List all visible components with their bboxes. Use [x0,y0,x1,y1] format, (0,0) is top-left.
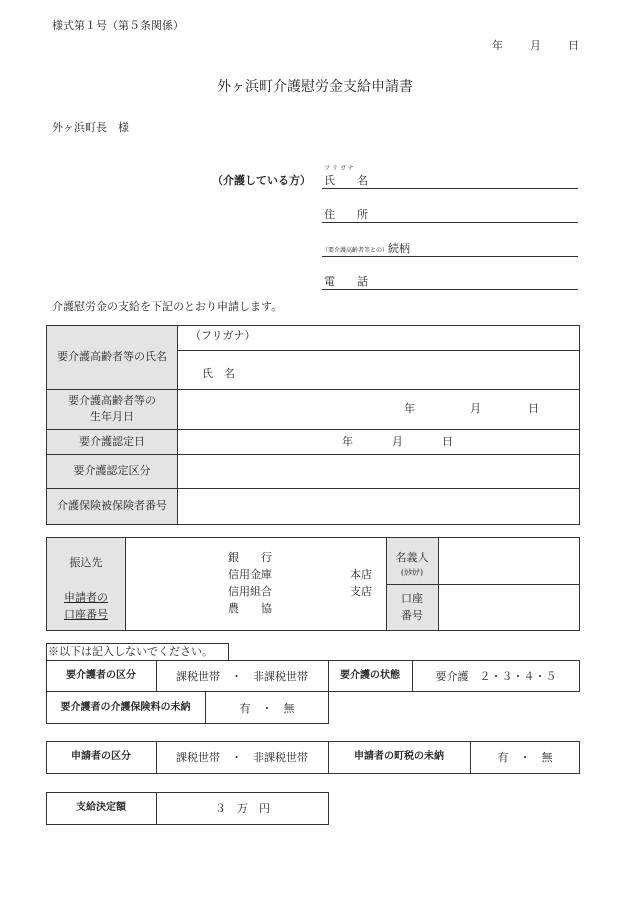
transfer-label: 振込先 [69,556,103,569]
address-label: 住 所 [324,208,368,221]
holder-kana-label: (ｶﾀｶﾅ) [400,568,424,577]
amount-label: 支給決定額 [76,802,126,813]
office-note: ※以下は記入しないでください。 [48,645,213,658]
elderly-name-cell[interactable]: 氏 名 [202,367,235,380]
insurance-number-label: 介護保険被保険者番号 [57,499,167,512]
applicant-tax-class: 課税世帯 ・ 非課税世帯 [176,751,308,764]
birth-label-2: 生年月日 [90,410,134,423]
page-title: 外ヶ浜町介護慰労金支給申請書 [217,79,413,95]
birth-year[interactable]: 年 [404,402,415,415]
relation-note: （要介護高齢者等との） [322,247,389,254]
shinkin-option[interactable]: 信用金庫 [228,568,272,581]
elderly-furigana-cell[interactable]: （フリガナ） [190,329,256,342]
address-field-line[interactable] [322,222,578,223]
account-label-2: 口座番号 [64,608,108,621]
account-label-1: 申請者の [64,591,108,604]
caretaker-tax-class: 課税世帯 ・ 非課税世帯 [176,670,308,683]
unpaid-insurance-value: 有 ・ 無 [239,702,295,715]
relation-label-wrap [322,243,410,254]
date-year-label: 年 [492,39,503,52]
unpaid-insurance-label: 要介護者の介護保険料の未納 [60,702,191,713]
furigana-label: フ リ ガ ナ [324,165,354,172]
town-tax-label: 申請者の町税の未納 [354,751,444,762]
name-label: 氏 名 [324,174,368,187]
account-no-label-1: 口座 [401,592,423,605]
relation-field-line[interactable] [322,256,578,257]
phone-field-line[interactable] [322,289,578,290]
form-number: 様式第１号（第５条関係） [52,19,184,32]
cert-year[interactable]: 年 [342,435,353,448]
cert-day[interactable]: 日 [442,435,453,448]
bank-option[interactable]: 銀 行 [228,551,272,564]
addressee: 外ヶ浜町長 様 [52,121,129,134]
cert-class-label: 要介護認定区分 [73,464,151,477]
account-no-label-2: 番号 [401,609,423,622]
caretaker-class-label: 要介護者の区分 [66,670,136,681]
date-day-label: 日 [568,39,579,52]
care-state-label: 要介護の状態 [340,670,400,681]
birth-day[interactable]: 日 [528,402,539,415]
town-tax-value: 有 ・ 無 [497,751,553,764]
elderly-name-label: 要介護高齢者等の氏名 [57,350,167,363]
birth-month[interactable]: 月 [470,402,481,415]
kumiai-option[interactable]: 信用組合 [228,585,272,598]
applicant-class-label: 申請者の区分 [71,751,131,762]
cert-month[interactable]: 月 [392,435,403,448]
phone-label: 電 話 [324,275,368,288]
birth-label-1: 要介護高齢者等の [68,394,156,407]
care-state-value: 要介護 ２・３・４・５ [435,670,557,683]
head-office-option[interactable]: 本店 [350,568,372,581]
relation-label: 続柄 [388,242,411,255]
nokyo-option[interactable]: 農 協 [228,602,272,615]
amount-value: ３ 万 円 [215,802,270,815]
branch-option[interactable]: 支店 [350,585,372,598]
holder-label: 名義人 [395,551,429,564]
name-field-line[interactable] [322,188,578,189]
cert-date-label: 要介護認定日 [79,435,145,448]
intro-text: 介護慰労金の支給を下記のとおり申請します。 [52,300,283,313]
date-month-label: 月 [530,39,541,52]
caregiver-label: （介護している方） [212,174,311,187]
